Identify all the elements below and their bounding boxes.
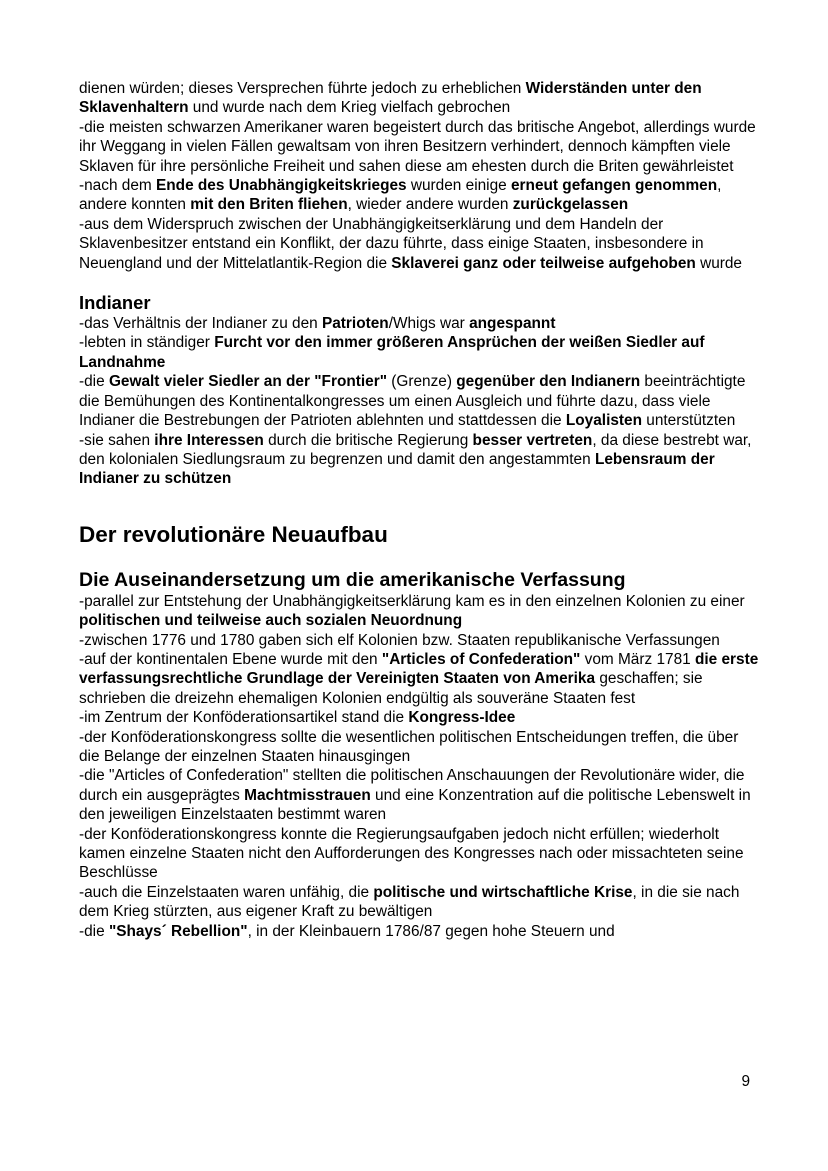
- paragraph: -sie sahen ihre Interessen durch die britische Regierung besser vertreten, da diese bestrebt war, den kolonialen Siedlungsraum zu begrenzen und damit den angestammten Lebensraum der Indianer zu schützen: [79, 431, 752, 488]
- paragraph: -zwischen 1776 und 1780 gaben sich elf Kolonien bzw. Staaten republikanische Verfassungen: [79, 631, 720, 649]
- paragraph: -auf der kontinentalen Ebene wurde mit den "Articles of Confederation" vom März 1781 die erste verfassungsrechtliche Grundlage der Vereinigten Staaten von Amerika geschaffen; sie schrieben die dreizehn ehemaligen Kolonien endgültig als souveräne Staaten fest: [79, 650, 759, 707]
- heading-section: Der revolutionäre Neuaufbau: [79, 521, 388, 547]
- paragraph: -die "Articles of Confederation" stellten die politischen Anschauungen der Revolutionäre wider, die durch ein ausgeprägtes Machtmisstrauen und eine Konzentration auf die politische Lebenswelt in den jeweiligen Einzelstaaten bestimmt waren: [79, 767, 751, 824]
- paragraph: -das Verhältnis der Indianer zu den Patrioten/Whigs war angespannt: [79, 315, 556, 333]
- page-number: 9: [741, 1073, 750, 1090]
- heading-subsection: Die Auseinandersetzung um die amerikanische Verfassung: [79, 568, 626, 591]
- paragraph: -die Gewalt vieler Siedler an der "Frontier" (Grenze) gegenüber den Indianern beeinträchtigte die Bemühungen des Kontinentalkongresses um einen Ausgleich und führte dazu, dass viele Indianer die Bestrebungen der Patrioten ablehnten und stattdessen die Loyalisten unterstützten: [79, 373, 746, 430]
- page-body: [79, 79, 759, 941]
- paragraph: -im Zentrum der Konföderationsartikel stand die Kongress-Idee: [79, 709, 516, 727]
- paragraph: dienen würden; dieses Versprechen führte jedoch zu erheblichen Widerständen unter den Sklavenhaltern und wurde nach dem Krieg vielfach gebrochen: [79, 80, 702, 117]
- heading-indianer: Indianer: [79, 292, 151, 314]
- paragraph: -der Konföderationskongress sollte die wesentlichen politischen Entscheidungen treffen, die über die Belange der einzelnen Staaten hinausgingen: [79, 728, 739, 765]
- paragraph: -die meisten schwarzen Amerikaner waren begeistert durch das britische Angebot, allerdings wurde ihr Weggang in vielen Fällen gewaltsam von ihren Besitzern verhindert, dennoch kämpften viele Sklaven für ihre persönliche Freiheit und sahen diese am ehesten durch die Briten gewährleistet: [79, 118, 756, 175]
- paragraph: -aus dem Widerspruch zwischen der Unabhängigkeitserklärung und dem Handeln der Sklavenbesitzer entstand ein Konflikt, der dazu führte, dass einige Staaten, insbesondere in Neuengland und der Mittelatlantik-Region die Sklaverei ganz oder teilweise aufgehoben wurde: [79, 215, 742, 272]
- paragraph: -lebten in ständiger Furcht vor den immer größeren Ansprüchen der weißen Siedler auf Landnahme: [79, 334, 705, 371]
- paragraph: -nach dem Ende des Unabhängigkeitskrieges wurden einige erneut gefangen genommen, andere konnten mit den Briten fliehen, wieder andere wurden zurückgelassen: [79, 177, 722, 214]
- paragraph: -die "Shays´ Rebellion", in der Kleinbauern 1786/87 gegen hohe Steuern und: [79, 922, 615, 940]
- paragraph: -auch die Einzelstaaten waren unfähig, die politische und wirtschaftliche Krise, in die sie nach dem Krieg stürzten, aus eigener Kraft zu bewältigen: [79, 883, 740, 921]
- paragraph: -parallel zur Entstehung der Unabhängigkeitserklärung kam es in den einzelnen Kolonien zu einer politischen und teilweise auch sozialen Neuordnung: [79, 592, 745, 630]
- paragraph: -der Konföderationskongress konnte die Regierungsaufgaben jedoch nicht erfüllen; wiederholt kamen einzelne Staaten nicht den Aufforderungen des Kongresses nach oder missachteten seine Beschlüsse: [79, 825, 744, 882]
